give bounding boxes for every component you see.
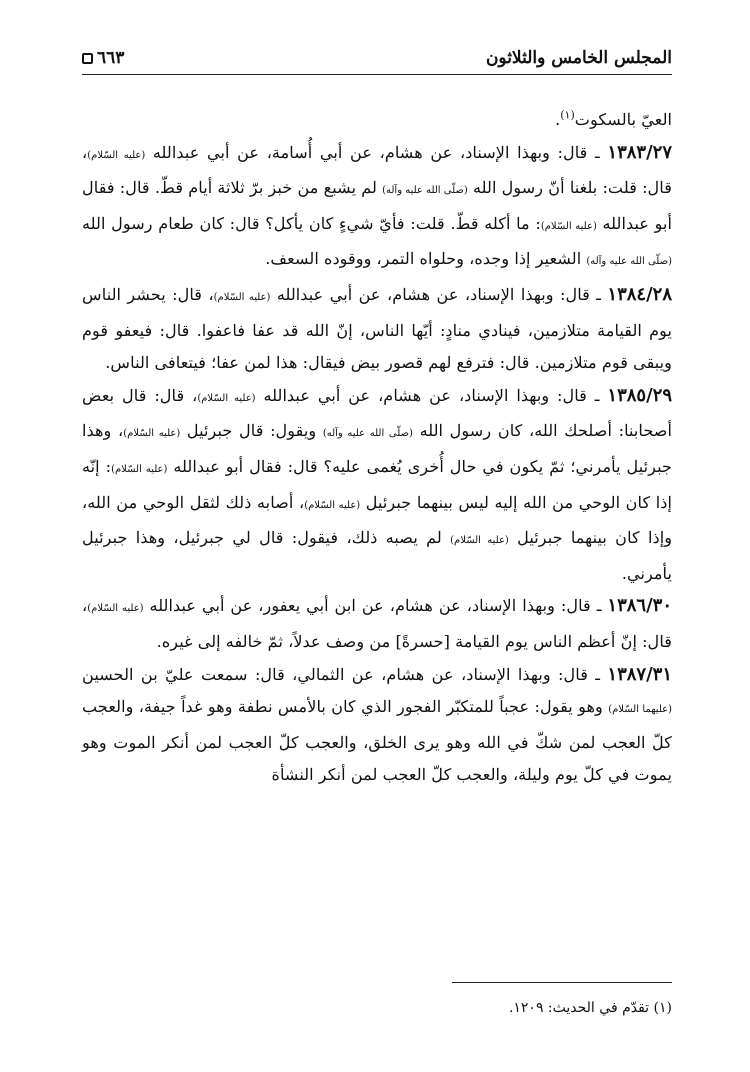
honorific: (عليه السّلام) [304, 499, 361, 511]
hadith-text: ، أصابه ذلك لثقل الوحي من الله، وإذا كان بينهما جبرئيل [82, 492, 673, 548]
footnote: (١) تقدّم في الحديث: ١٢٠٩. [508, 1000, 672, 1016]
hadith-text: الشعير إذا وجده، وحلواه التمر، ووقوده السعف. [265, 249, 587, 269]
carried-end: . [555, 110, 561, 129]
hadith-text: ـ قال: وبهذا الإسناد، عن هشام، عن أبي عبدالله [270, 284, 608, 304]
page-number: ٦٦٣ [97, 48, 125, 68]
footnote-divider [452, 982, 672, 983]
hadith-text: ، قال: يحشر الناس يوم القيامة متلازمين، فينادي منادٍ: أيّها الناس، إنّ الله قد عفا فاعفوا. قال: فيعفو قوم ويبقى قوم متلازمين. قال: فترفع لهم قصور بيض فيقال: هذا لمن عفا؛ فيتعافى الناس. [82, 284, 672, 373]
hadith-text: : ما أكله قطّ. قلت: فأيّ شيءٍ كان يأكل؟ قال: كان طعام رسول الله [82, 213, 541, 233]
footnote-marker: (١) [560, 108, 575, 122]
page-box-icon [82, 53, 93, 64]
hadith-1385 [82, 380, 672, 591]
hadith-text: ـ قال: وبهذا الإسناد، عن هشام، عن أبي عبدالله [255, 385, 608, 405]
hadith-text: ـ قال: وبهذا الإسناد، عن هشام، عن ابن أبي يعفور، عن أبي عبدالله [143, 596, 608, 616]
honorific: (صلّى الله عليه وآله) [382, 185, 468, 197]
honorific: (صلّى الله عليه وآله) [322, 428, 413, 440]
hadith-1386 [82, 590, 672, 658]
page-number-group [82, 48, 124, 68]
page-header [82, 44, 672, 75]
hadith-number: ١٣٨٤/٢٨ [607, 283, 672, 305]
hadith-1383 [82, 137, 672, 279]
hadith-text: ، قال: قال بعض أصحابنا: أصلحك الله، كان رسول الله [82, 385, 673, 441]
hadith-text: ، وهذا جبرئيل يأمرني؛ ثمّ يكون في حال أُخرى يُغمى عليه؟ قال: فقال أبو عبدالله [82, 421, 672, 476]
honorific: (صلّى الله عليه وآله) [586, 256, 672, 268]
running-title: المجلس الخامس والثلاثون [485, 48, 672, 68]
hadith-text: ويقول: قال جبرئيل [180, 421, 323, 441]
hadith-text: ، قال: إنّ أعظم الناس يوم القيامة [حسرةً] من وصف عدلاً، ثمّ خالفه إلى غيره. [82, 596, 672, 651]
body-text [82, 104, 672, 792]
carried-text: العيّ بالسكوت [574, 110, 672, 129]
hadith-text: لم يشبع من خبز برّ ثلاثة أيام قطّ. قال: فقال أبو عبدالله [82, 178, 672, 233]
honorific: (عليه السّلام) [87, 149, 146, 161]
hadith-text: ـ قال: وبهذا الإسناد، عن هشام، عن أبي أُسامة، عن أبي عبدالله [145, 142, 608, 162]
hadith-number: ١٣٨٦/٣٠ [607, 595, 672, 617]
hadith-number: ١٣٨٥/٢٩ [607, 384, 672, 406]
hadith-number: ١٣٨٣/٢٧ [607, 141, 672, 163]
honorific: (عليه السّلام) [197, 392, 256, 404]
honorific: (عليه السّلام) [540, 220, 597, 232]
hadith-text: : إنّه إذا كان الوحي من الله إليه ليس بينهما جبرئيل [82, 456, 672, 512]
hadith-text: ، قال: قلت: بلغنا أنّ رسول الله [82, 142, 672, 198]
honorific: (عليهما السّلام) [608, 704, 672, 716]
hadith-number: ١٣٨٧/٣١ [607, 663, 672, 685]
honorific: (عليه السّلام) [123, 428, 181, 440]
hadith-text: ـ قال: وبهذا الإسناد، عن هشام، عن الثمالي، قال: سمعت عليّ بن الحسين [82, 664, 608, 684]
hadith-text: وهو يقول: عجباً للمتكبّر الفجور الذي كان بالأمس نطفة وهو غداً جيفة، والعجب كلّ العجب لمن شكّ في الله وهو يرى الخلق، والعجب كلّ العجب لمن أنكر الموت وهو يموت في كلّ يوم وليلة، والعجب كلّ العجب لمن أنكر النشأة [82, 697, 672, 785]
hadith-text: لم يصبه ذلك، فيقول: قال لي جبرئيل، وهذا جبرئيل يأمرني. [82, 528, 672, 583]
honorific: (عليه السّلام) [450, 535, 509, 547]
honorific: (عليه السّلام) [111, 463, 168, 475]
honorific: (عليه السّلام) [87, 603, 144, 615]
hadith-1384 [82, 279, 672, 380]
honorific: (عليه السّلام) [213, 291, 271, 303]
hadith-1387 [82, 659, 672, 792]
carried-line [82, 104, 672, 137]
